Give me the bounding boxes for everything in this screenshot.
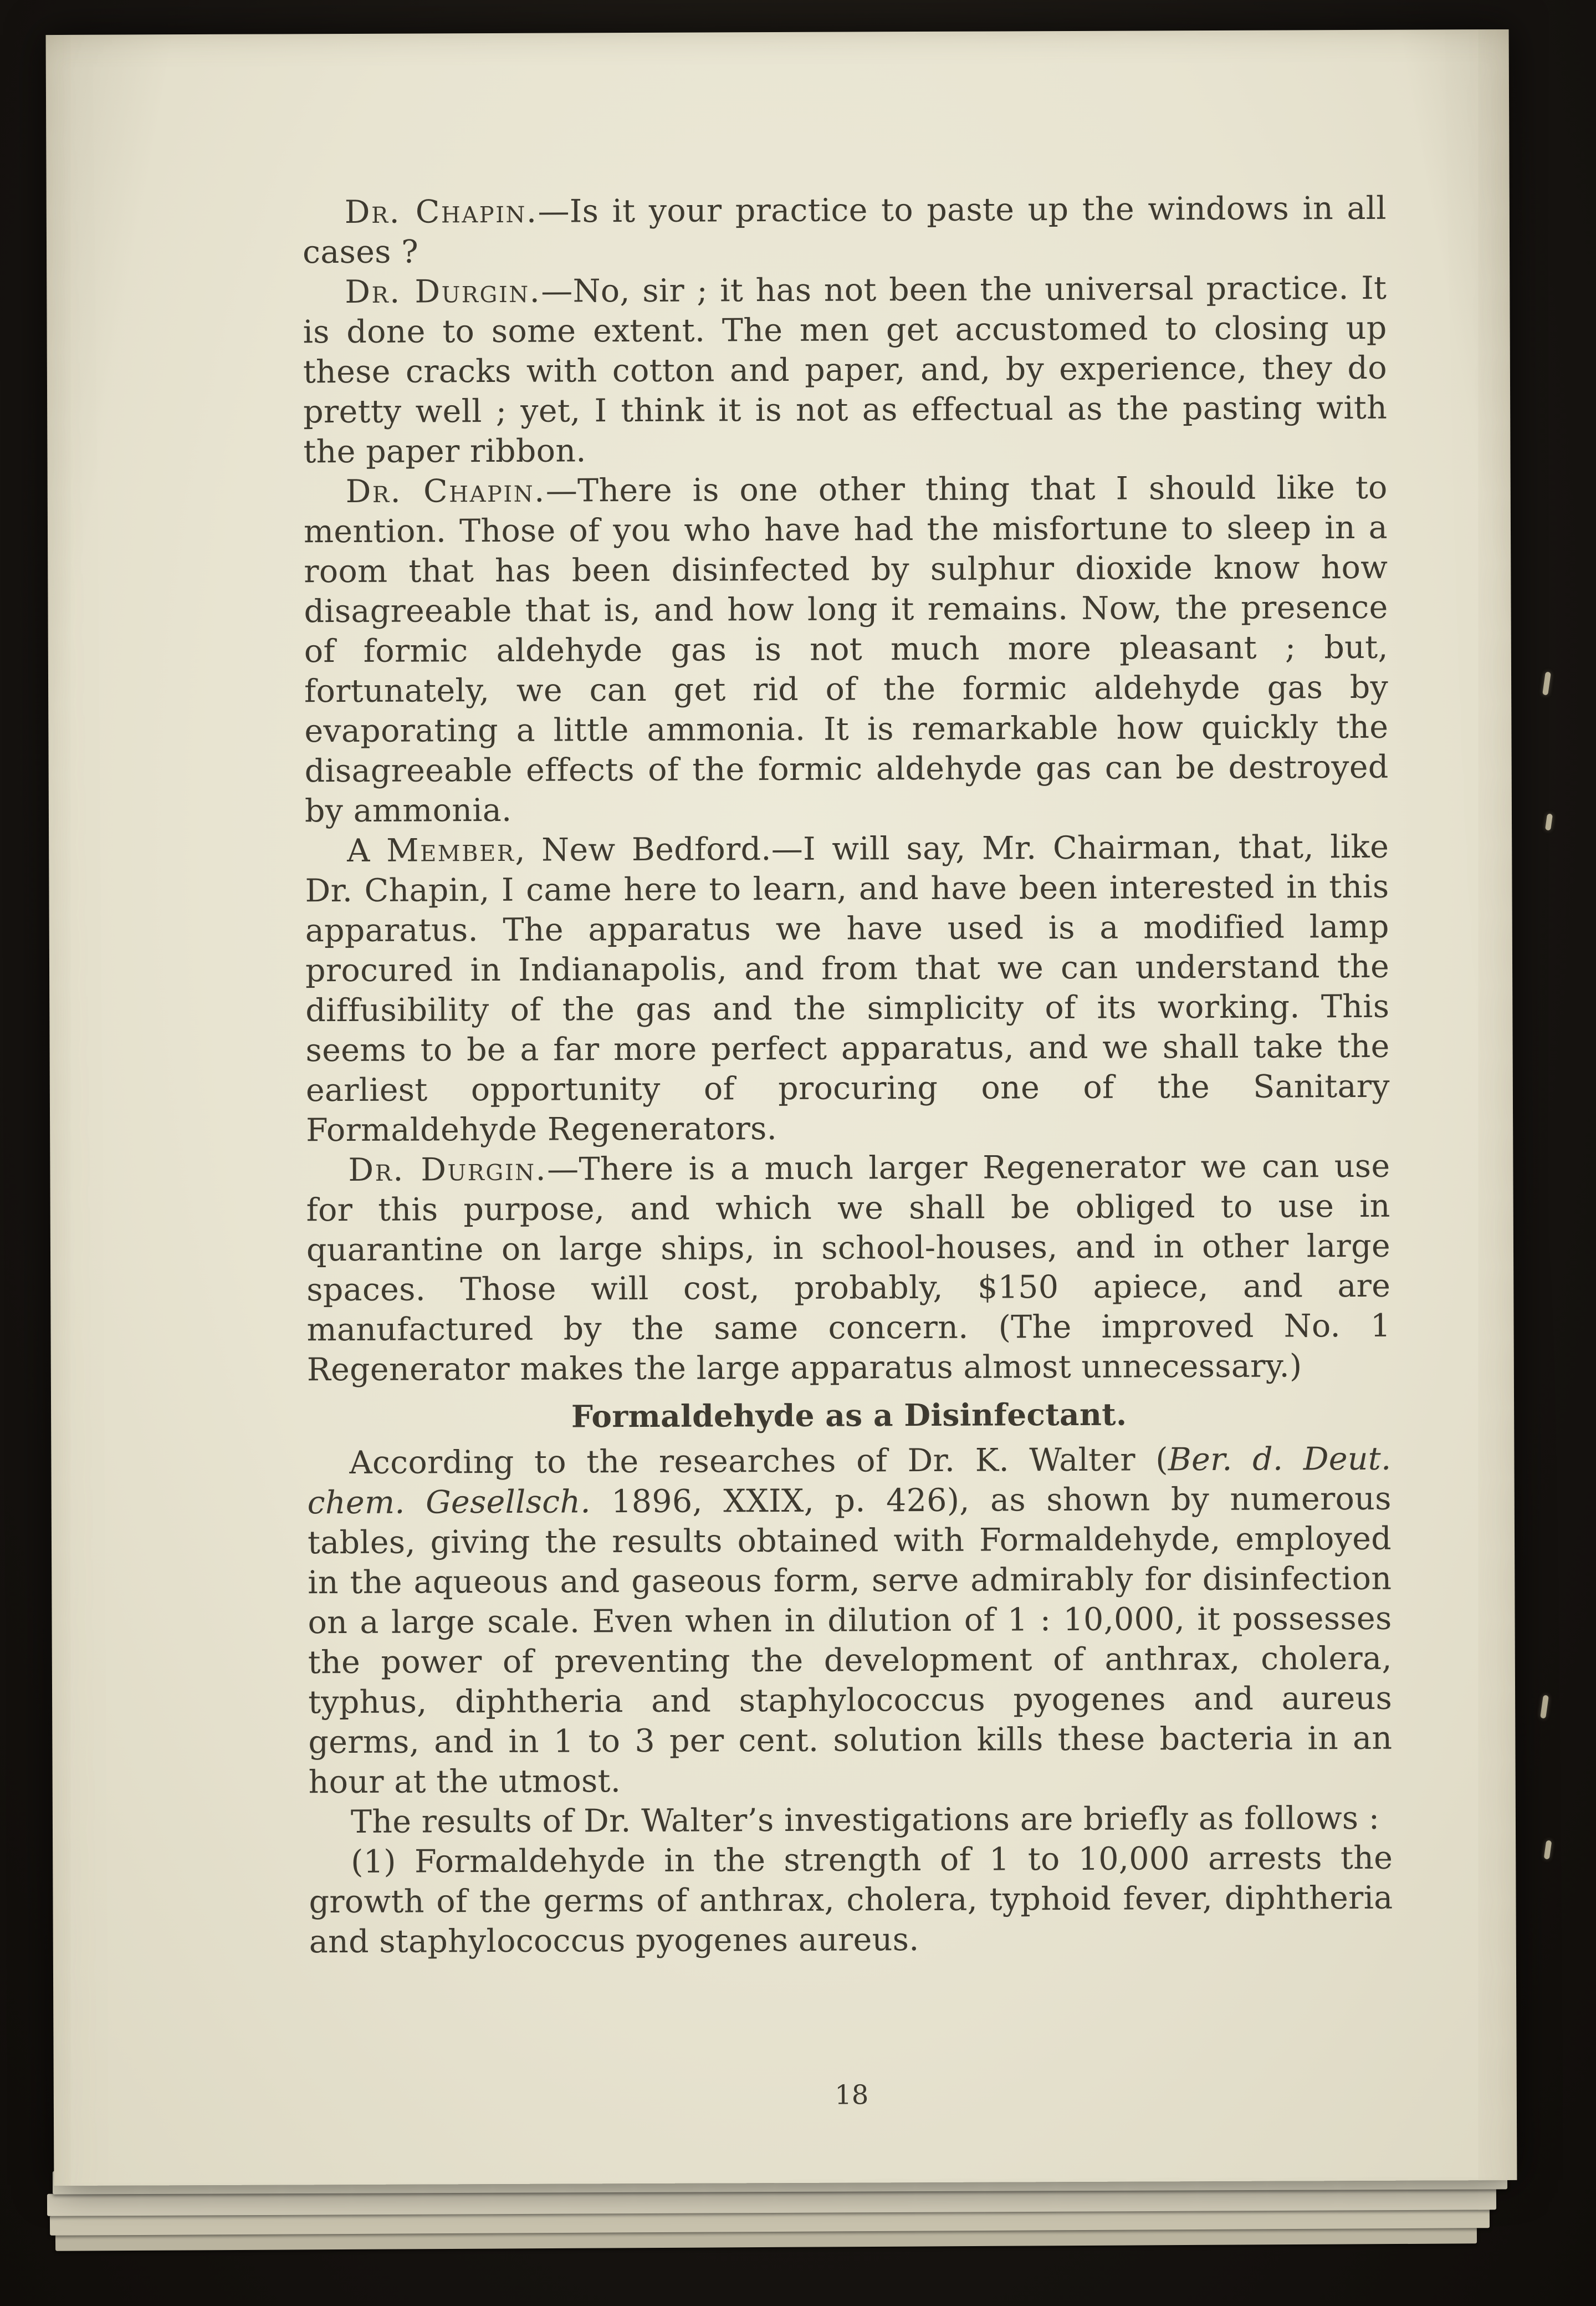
paragraph <box>303 188 1387 273</box>
speaker-name: Dr. Durgin. <box>345 273 541 311</box>
paragraph <box>305 827 1390 1151</box>
paragraph <box>306 1146 1391 1390</box>
text-run: The results of Dr. Walter’s investigations are briefly as follows : <box>350 1799 1380 1840</box>
speaker-name: Dr. Chapin. <box>344 193 538 231</box>
speaker-name: Member <box>386 831 515 869</box>
text-run: (1) Formaldehyde in the strength of 1 to 10,000 arrests the growth of the germs of anthrax, cholera, typhoid fever, diphtheria and staphylococcus pyogenes aureus. <box>309 1839 1393 1961</box>
page-number: 18 <box>835 2079 869 2111</box>
text-run: Formaldehyde as a Disinfectant. <box>571 1396 1127 1435</box>
text-run: —There is one other thing that I should like to mention. Those of you who have had the misfortune to sleep in a room that has been disinfected by sulphur dioxide know how disagreeable that is, and how long it remains. Now, the presence of formic aldehyde gas is not much more pleasant ; but, fortunately, we can get rid of the formic aldehyde gas by evaporating a little ammonia. It is remarkable how quickly the disagreeable effects of the formic aldehyde gas can be destroyed by ammonia. <box>303 469 1389 830</box>
citation-italic: Ber. d. Deut. chem. Gesellsch. <box>307 1440 1392 1522</box>
section-heading <box>307 1394 1391 1438</box>
text-run: —There is a much larger Regenerator we can use for this purpose, and which we shall be obliged to use in quarantine on large ships, in school-houses, and in other large spaces. Those will cost, probably, $150 apiece, and are manufactured by the same concern. (The improved No. 1 Regenerator makes the large apparatus almost unnecessary.) <box>306 1147 1391 1389</box>
speaker-name: Dr. Chapin. <box>345 472 546 511</box>
paragraph <box>303 268 1387 472</box>
book-page <box>46 29 1517 2186</box>
binding-stitch-icon <box>1545 813 1553 830</box>
text-run: —Is it your practice to paste up the windows in all cases ? <box>302 190 1387 271</box>
text-run: —No, sir ; it has not been the universal practice. It is done to some extent. The men get accustomed to closing up these cracks with cotton and paper, and, by experience, they do pretty well ; yet, I think it is not as effectual as the pasting with the paper ribbon. <box>303 269 1388 471</box>
paragraph <box>309 1838 1393 1962</box>
binding-stitch-icon <box>1540 1695 1549 1719</box>
speaker-name: Dr. Durgin. <box>348 1151 548 1189</box>
page-text <box>303 188 1393 1962</box>
text-run: , New Bedford.—I will say, Mr. Chairman, that, like Dr. Chapin, I came here to learn, and have been interested in this apparatus. The apparatus we have used is a modified lamp procured in Indianapolis, and from that we can understand the diffusibility of the gas and the simplicity of its working. This seems to be a far more perfect apparatus, and we shall take the earliest opportunity of procuring one of the Sanitary Formaldehyde Regenerators. <box>305 828 1390 1149</box>
text-run: A <box>347 832 387 870</box>
text-run: According to the researches of Dr. K. Walter ( <box>349 1441 1168 1481</box>
paragraph <box>309 1798 1393 1843</box>
binding-stitch-icon <box>1542 672 1551 696</box>
paragraph <box>307 1439 1392 1803</box>
paragraph <box>304 468 1389 831</box>
binding-stitch-icon <box>1544 1840 1552 1859</box>
text-run: 1896, XXIX, p. 426), as shown by numerous tables, giving the results obtained with Formaldehyde, employed in the aqueous and gaseous form, serve admirably for disinfection on a large scale. Even when in dilution of 1 : 10,000, it possesses the power of preventing the development of anthrax, cholera, typhus, diphtheria and staphylococcus pyogenes and aureus germs, and in 1 to 3 per cent. solution kills these bacteria in an hour at the utmost. <box>307 1480 1393 1801</box>
